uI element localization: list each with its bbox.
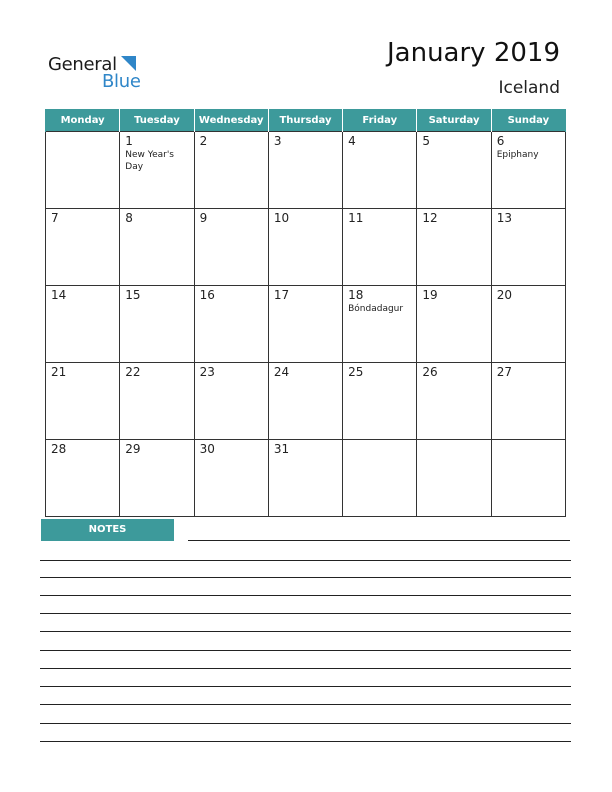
- note-line: [40, 631, 571, 632]
- brand-logo: [48, 54, 158, 94]
- weekday-header: Monday: [46, 109, 120, 132]
- day-cell: [417, 209, 491, 286]
- day-number: 19: [422, 288, 438, 302]
- note-line: [40, 577, 571, 578]
- brand-word-blue: Blue: [102, 71, 141, 92]
- holiday-label: New Year's Day: [125, 150, 174, 172]
- notes-label: NOTES: [41, 519, 174, 541]
- note-line: [40, 560, 571, 561]
- weekday-header-row: [46, 109, 566, 132]
- day-cell: [343, 286, 417, 363]
- brand-word-general: General: [48, 54, 117, 75]
- day-number: 25: [348, 365, 364, 379]
- weekday-header: Sunday: [491, 109, 565, 132]
- day-cell: [343, 363, 417, 440]
- day-cell: [120, 286, 194, 363]
- calendar-grid: [45, 109, 566, 517]
- holiday-label: Bóndadagur: [348, 304, 404, 314]
- page-title: January 2019: [387, 38, 560, 68]
- day-cell: [268, 132, 342, 209]
- day-number: 16: [199, 288, 215, 302]
- day-cell: [491, 132, 565, 209]
- day-cell: [343, 440, 417, 517]
- day-number: 1: [125, 134, 133, 148]
- weekday-header: Thursday: [268, 109, 342, 132]
- day-number: 18: [348, 288, 364, 302]
- day-number: 2: [199, 134, 208, 148]
- day-cell: [491, 286, 565, 363]
- note-line: [40, 650, 571, 651]
- day-number: 26: [422, 365, 438, 379]
- day-cell: [268, 363, 342, 440]
- day-number: 28: [51, 442, 67, 456]
- note-line: [40, 704, 571, 705]
- day-number: 10: [273, 211, 290, 225]
- day-number: 7: [51, 211, 59, 225]
- day-number: 12: [422, 211, 438, 225]
- weekday-header: Tuesday: [120, 109, 194, 132]
- day-cell: [120, 363, 194, 440]
- note-line: [40, 595, 571, 596]
- day-cell: [46, 132, 120, 209]
- day-number: 11: [348, 211, 364, 225]
- day-cell: [491, 209, 565, 286]
- weekday-header: Saturday: [417, 109, 491, 132]
- note-line: [40, 686, 571, 687]
- day-cell: [46, 209, 120, 286]
- day-number: 27: [496, 365, 512, 379]
- day-number: 14: [51, 288, 67, 302]
- day-number: 15: [125, 288, 141, 302]
- day-number: 22: [125, 365, 141, 379]
- day-number: 21: [51, 365, 67, 379]
- week-row: [46, 209, 566, 286]
- note-line: [40, 613, 571, 614]
- day-cell: [417, 440, 491, 517]
- day-number: 6: [496, 134, 505, 148]
- day-cell: [194, 209, 268, 286]
- holiday-label: Epiphany: [496, 150, 539, 160]
- note-line: [40, 723, 571, 724]
- week-row: [46, 363, 566, 440]
- day-number: 5: [422, 134, 431, 148]
- day-cell: [417, 132, 491, 209]
- day-number: 13: [496, 211, 512, 225]
- day-number: 30: [199, 442, 215, 456]
- day-number: 20: [496, 288, 512, 302]
- day-cell: [268, 286, 342, 363]
- day-cell: [120, 132, 194, 209]
- day-cell: [46, 286, 120, 363]
- day-number: 4: [348, 134, 356, 148]
- day-cell: [46, 440, 120, 517]
- day-number: 9: [199, 211, 208, 225]
- weekday-header: Friday: [343, 109, 417, 132]
- day-number: 24: [273, 365, 290, 379]
- week-row: [46, 132, 566, 209]
- day-cell: [120, 440, 194, 517]
- day-cell: [268, 440, 342, 517]
- notes-title-line: [188, 540, 570, 541]
- day-cell: [194, 440, 268, 517]
- day-cell: [120, 209, 194, 286]
- day-number: 31: [273, 442, 290, 456]
- day-cell: [343, 209, 417, 286]
- week-row: [46, 440, 566, 517]
- day-number: 8: [125, 211, 133, 225]
- day-cell: [194, 132, 268, 209]
- note-line: [40, 668, 571, 669]
- day-number: 29: [125, 442, 141, 456]
- day-cell: [491, 440, 565, 517]
- country-label: Iceland: [498, 78, 560, 98]
- note-line: [40, 741, 571, 742]
- day-cell: [268, 209, 342, 286]
- day-cell: [46, 363, 120, 440]
- day-cell: [343, 132, 417, 209]
- day-cell: [491, 363, 565, 440]
- day-number: 17: [273, 288, 290, 302]
- week-row: [46, 286, 566, 363]
- day-number: 3: [273, 134, 282, 148]
- day-number: 23: [199, 365, 215, 379]
- weekday-header: Wednesday: [194, 109, 268, 132]
- day-cell: [417, 286, 491, 363]
- day-cell: [194, 363, 268, 440]
- day-cell: [417, 363, 491, 440]
- day-cell: [194, 286, 268, 363]
